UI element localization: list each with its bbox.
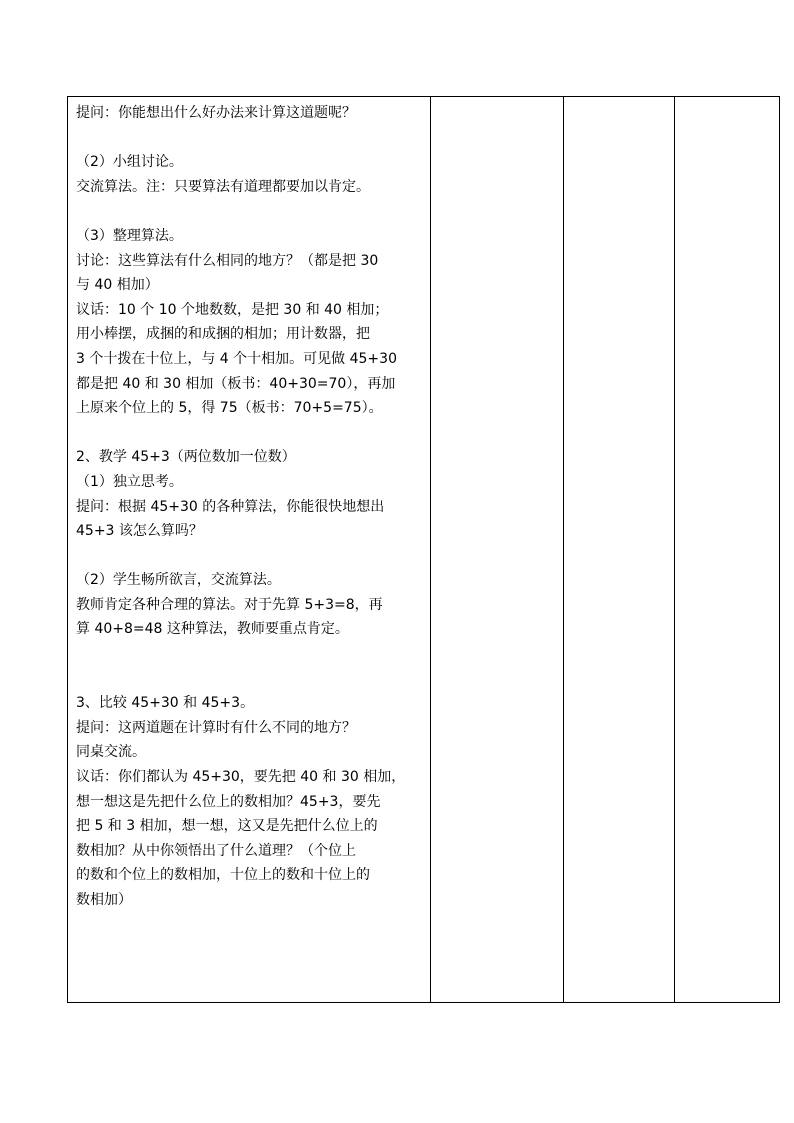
blank-line — [76, 642, 424, 667]
blank-line — [76, 544, 424, 569]
text-line: 教师肯定各种合理的算法。对于先算 5+3=8，再 — [76, 596, 383, 613]
text-line: 讨论：这些算法有什么相同的地方？（都是把 30 — [76, 252, 379, 269]
text-line: 的数和个位上的数相加，十位上的数和十位上的 — [76, 867, 370, 884]
text-line: 议话：你们都认为 45+30，要先把 40 和 30 相加， — [76, 769, 406, 786]
text-line: （1）独立思考。 — [76, 473, 183, 490]
blank-line — [76, 126, 424, 151]
text-line: 提问：根据 45+30 的各种算法，你能很快地想出 — [76, 498, 385, 515]
text-line: 上原来个位上的 5，得 75（板书：70+5=75）。 — [76, 400, 383, 417]
lesson-plan-table — [67, 96, 780, 1003]
table-row — [68, 97, 780, 1003]
text-line: 与 40 相加） — [76, 277, 159, 294]
blank-line — [76, 421, 424, 446]
text-line: 提问：你能想出什么好办法来计算这道题呢？ — [76, 105, 356, 121]
text-line: 2、教学 45+3（两位数加一位数） — [76, 449, 296, 466]
text-line: 想一想这是先把什么位上的数相加？45+3，要先 — [76, 793, 381, 810]
text-line: 算 40+8=48 这种算法，教师要重点肯定。 — [76, 621, 349, 638]
blank-line — [76, 667, 424, 692]
student-activity-cell — [431, 97, 564, 1003]
text-line: 议话：10 个 10 个地数数，是把 30 和 40 相加； — [76, 301, 389, 318]
teaching-text — [76, 101, 424, 913]
text-line: 交流算法。注：只要算法有道理都要加以肯定。 — [76, 178, 370, 195]
blank-line — [76, 199, 424, 224]
text-line: 同桌交流。 — [76, 744, 146, 761]
text-line: 3、比较 45+30 和 45+3。 — [76, 695, 255, 712]
text-line: 用小棒摆，成捆的和成捆的相加；用计数器，把 — [76, 326, 370, 343]
text-line: 45+3 该怎么算吗？ — [76, 523, 203, 540]
text-line: （3）整理算法。 — [76, 227, 183, 244]
text-line: 提问：这两道题在计算时有什么不同的地方？ — [76, 719, 356, 736]
text-line: （2）学生畅所欲言，交流算法。 — [76, 572, 281, 589]
notes-cell — [675, 97, 780, 1003]
text-line: （2）小组讨论。 — [76, 154, 183, 171]
text-line: 把 5 和 3 相加，想一想，这又是先把什么位上的 — [76, 818, 378, 835]
teaching-process-cell — [68, 97, 431, 1003]
text-line: 数相加） — [76, 892, 132, 908]
design-intent-cell — [564, 97, 675, 1003]
text-line: 数相加？从中你领悟出了什么道理？（个位上 — [76, 842, 356, 859]
text-line: 3 个十拨在十位上，与 4 个十相加。可见做 45+30 — [76, 350, 397, 367]
text-line: 都是把 40 和 30 相加（板书：40+30=70），再加 — [76, 375, 396, 392]
